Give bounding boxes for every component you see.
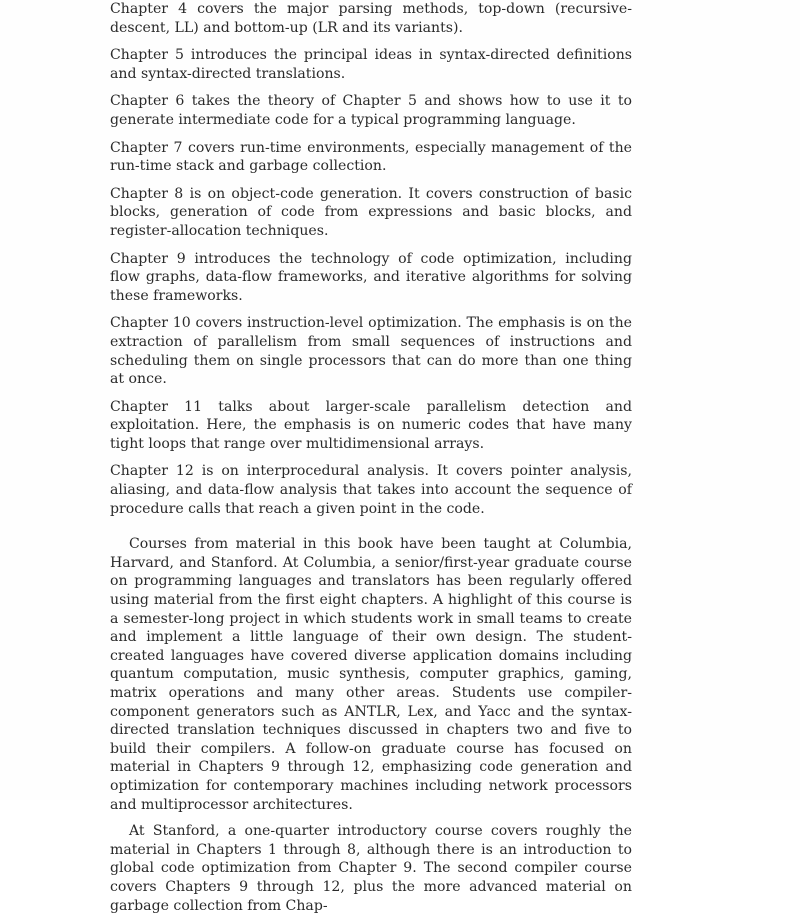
chapter-9-summary: Chapter 9 introduces the technology of code optimization, including flow graphs, data-flow frameworks, and iterative algorithms for solving these frameworks.	[110, 250, 632, 304]
section-gap	[110, 527, 632, 535]
courses-paragraph: Courses from material in this book have been taught at Columbia, Harvard, and Stanford. At Columbia, a senior/first-year graduate course on programming languages and translators has been regularly offered using material from the first eight chapters. A highlight of this course is a semester-long project in which students work in small teams to create and implement a little language of their own design. The student-created languages have covered diverse application domains including quantum computation, music synthesis, computer graphics, gaming, matrix operations and many other areas. Students use compiler-component generators such as ANTLR, Lex, and Yacc and the syntax-directed translation techniques discussed in chapters two and five to build their compilers. A follow-on graduate course has focused on material in Chapters 9 through 12, emphasizing code generation and optimization for contemporary machines including network processors and multiprocessor architectures.	[110, 536, 632, 813]
stanford-paragraph: At Stanford, a one-quarter introductory course covers roughly the material in Chapters 1 through 8, although there is an introduction to global code optimization from Chapter 9. The second compiler course covers Chapters 9 through 12, plus the more advanced material on garbage collection from Chap-	[110, 823, 632, 914]
chapter-11-summary: Chapter 11 talks about larger-scale parallelism detection and exploitation. Here, the emphasis is on numeric codes that have many tight loops that range over multidimensional arrays.	[110, 398, 632, 452]
chapter-7-summary: Chapter 7 covers run-time environments, especially management of the run-time stack and garbage collection.	[110, 139, 632, 175]
chapter-5-summary: Chapter 5 introduces the principal ideas in syntax-directed definitions and syntax-directed translations.	[110, 47, 632, 82]
chapter-12-summary: Chapter 12 is on interprocedural analysis. It covers pointer analysis, aliasing, and data-flow analysis that takes into account the sequence of procedure calls that reach a given point in the code.	[110, 463, 632, 517]
text-column	[110, 0, 632, 915]
chapter-4-summary: Chapter 4 covers the major parsing methods, top-down (recursive-descent, LL) and bottom-up (LR and its variants).	[110, 1, 632, 36]
chapter-10-summary: Chapter 10 covers instruction-level optimization. The emphasis is on the extraction of parallelism from small sequences of instructions and scheduling them on single processors that can do more than one thing at once.	[110, 315, 632, 388]
chapter-6-summary: Chapter 6 takes the theory of Chapter 5 and shows how to use it to generate intermediate code for a typical programming language.	[110, 93, 632, 128]
chapter-8-summary: Chapter 8 is on object-code generation. It covers construction of basic blocks, generation of code from expressions and basic blocks, and register-allocation techniques.	[110, 185, 632, 239]
